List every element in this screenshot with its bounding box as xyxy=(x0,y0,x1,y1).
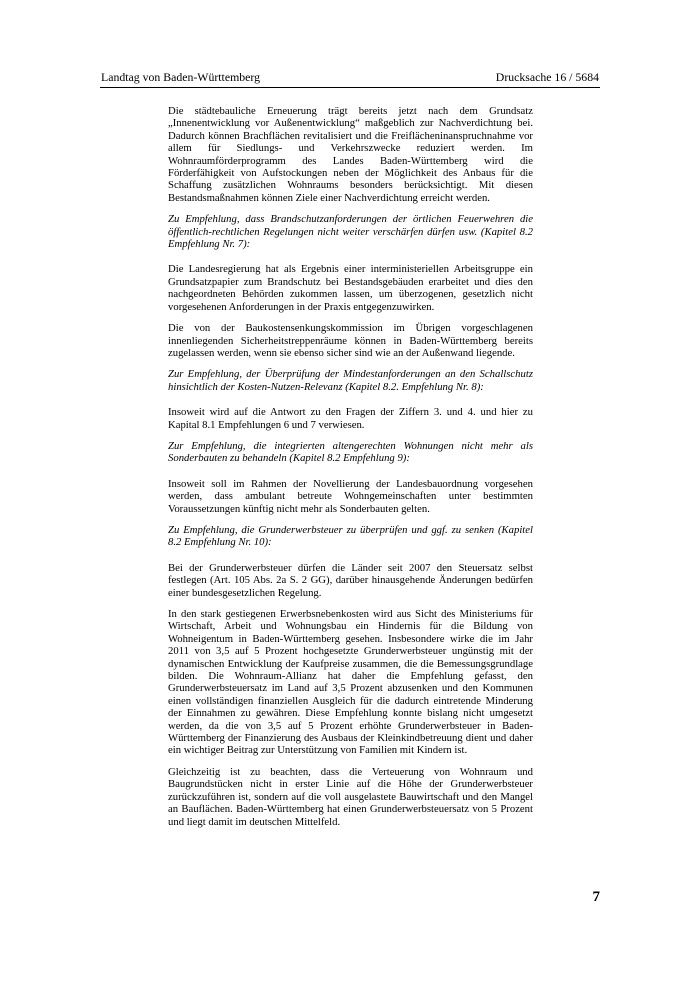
paragraph: Die von der Baukostensenkungskommission im Übrigen vorgeschlagenen innenliegenden Sicherheitstreppenräume können in Baden-Württemberg bereits zugelassen werden, wenn sie ebenso sicher sind wie an der Außenwand liegende. xyxy=(168,322,533,359)
paragraph: Gleichzeitig ist zu beachten, dass die Verteuerung von Wohnraum und Baugrundstücken nicht in erster Linie auf die Höhe der Grunderwerbsteuer zurückzuführen ist, sondern auf die voll ausgelastete Bauwirtschaft und den Mangel an Bauflächen. Baden-Württemberg hat einen Grunderwerbsteuersatz von 5 Prozent und liegt damit im deutschen Mittelfeld. xyxy=(168,765,533,828)
header-title: Landtag von Baden-Württemberg xyxy=(101,70,260,84)
paragraph: Bei der Grunderwerbsteuer dürfen die Länder seit 2007 den Steuersatz selbst festlegen (Art. 105 Abs. 2a S. 2 GG), darüber hinausgehende Änderungen bedürfen einer bundesgesetzlichen Regelung. xyxy=(168,561,533,599)
paragraph: Insoweit wird auf die Antwort zu den Fragen der Ziffern 3. und 4. und hier zu Kapital 8.1 Empfehlungen 6 und 7 verwiesen. xyxy=(168,406,533,431)
recommendation-heading: Zu Empfehlung, dass Brandschutzanforderungen der örtlichen Feuerwehren die öffentlich-rechtlichen Regelungen nicht weiter verschärfen dürfen usw. (Kapitel 8.2 Empfehlung Nr. 7): xyxy=(168,213,533,251)
header-rule xyxy=(100,87,600,88)
paragraph: Insoweit soll im Rahmen der Novellierung der Landesbauordnung vorgesehen werden, dass ambulant betreute Wohngemeinschaften unter bestimmten Voraussetzungen künftig nicht mehr als Sonderbauten gelten. xyxy=(168,477,533,515)
body-text xyxy=(168,105,533,837)
recommendation-heading: Zur Empfehlung, der Überprüfung der Mindestanforderungen an den Schallschutz hinsichtlich der Kosten-Nutzen-Relevanz (Kapitel 8.2. Empfehlung Nr. 8): xyxy=(168,368,533,393)
paragraph: Die Landesregierung hat als Ergebnis einer interministeriellen Arbeitsgruppe ein Grundsatzpapier zum Brandschutz bei Bestandsgebäuden erarbeitet und dies den nachgeordneten Behörden zukommen lassen, um überzogenen, gesetzlich nicht vorgesehenen Anforderungen in der Praxis entgegenzuwirken. xyxy=(168,263,533,313)
running-header xyxy=(101,70,599,84)
recommendation-heading: Zur Empfehlung, die integrierten altengerechten Wohnungen nicht mehr als Sonderbauten zu behandeln (Kapitel 8.2 Empfehlung 9): xyxy=(168,439,533,465)
page-number: 7 xyxy=(592,889,600,905)
paragraph: Die städtebauliche Erneuerung trägt bereits jetzt nach dem Grundsatz „Innenentwicklung vor Außenentwicklung“ maßgeblich zur Nachverdichtung bei. Dadurch können Brachflächen revitalisiert und die Freiflächeninanspruchnahme vor allem für Siedlungs- und Verkehrszwecke reduziert werden. Im Wohnraumförderprogramm des Landes Baden-Württemberg wird die Förderfähigkeit von Aufstockungen neben der Möglichkeit des Anbaus für die Schaffung zusätzlichen Wohnraums besonders berücksichtigt. Mit diesen Bestandsmaßnahmen können Ziele einer Nachverdichtung erreicht werden. xyxy=(168,105,533,204)
document-number: Drucksache 16 / 5684 xyxy=(495,70,599,84)
recommendation-heading: Zu Empfehlung, die Grunderwerbsteuer zu überprüfen und ggf. zu senken (Kapitel 8.2 Empfehlung Nr. 10): xyxy=(168,523,533,549)
paragraph: In den stark gestiegenen Erwerbsnebenkosten wird aus Sicht des Ministeriums für Wirtschaft, Arbeit und Wohnungsbau ein Hindernis für die Bildung von Wohneigentum in Baden-Württemberg gesehen. Insbesondere wirke die im Jahr 2011 von 3,5 auf 5 Prozent hochgesetzte Grunderwerbsteuer ungünstig mit der dynamischen Entwicklung der Kaufpreise zusammen, die die Bemessungsgrundlage bilden. Die Wohnraum-Allianz hat daher die Empfehlung gefasst, den Grunderwerbsteuersatz im Land auf 3,5 Prozent abzusenken und den Kommunen einen vollständigen finanziellen Ausgleich für die dadurch eintretende Minderung der Einnahmen zu gewähren. Diese Empfehlung konnte bislang nicht umgesetzt werden, da die von 3,5 auf 5 Prozent erhöhte Grunderwerbsteuer in Baden-Württemberg der Finanzierung des Ausbaus der Kleinkindbetreuung dient und daher ein wichtiger Beitrag zur Unterstützung von Familien mit Kindern ist. xyxy=(168,608,533,757)
